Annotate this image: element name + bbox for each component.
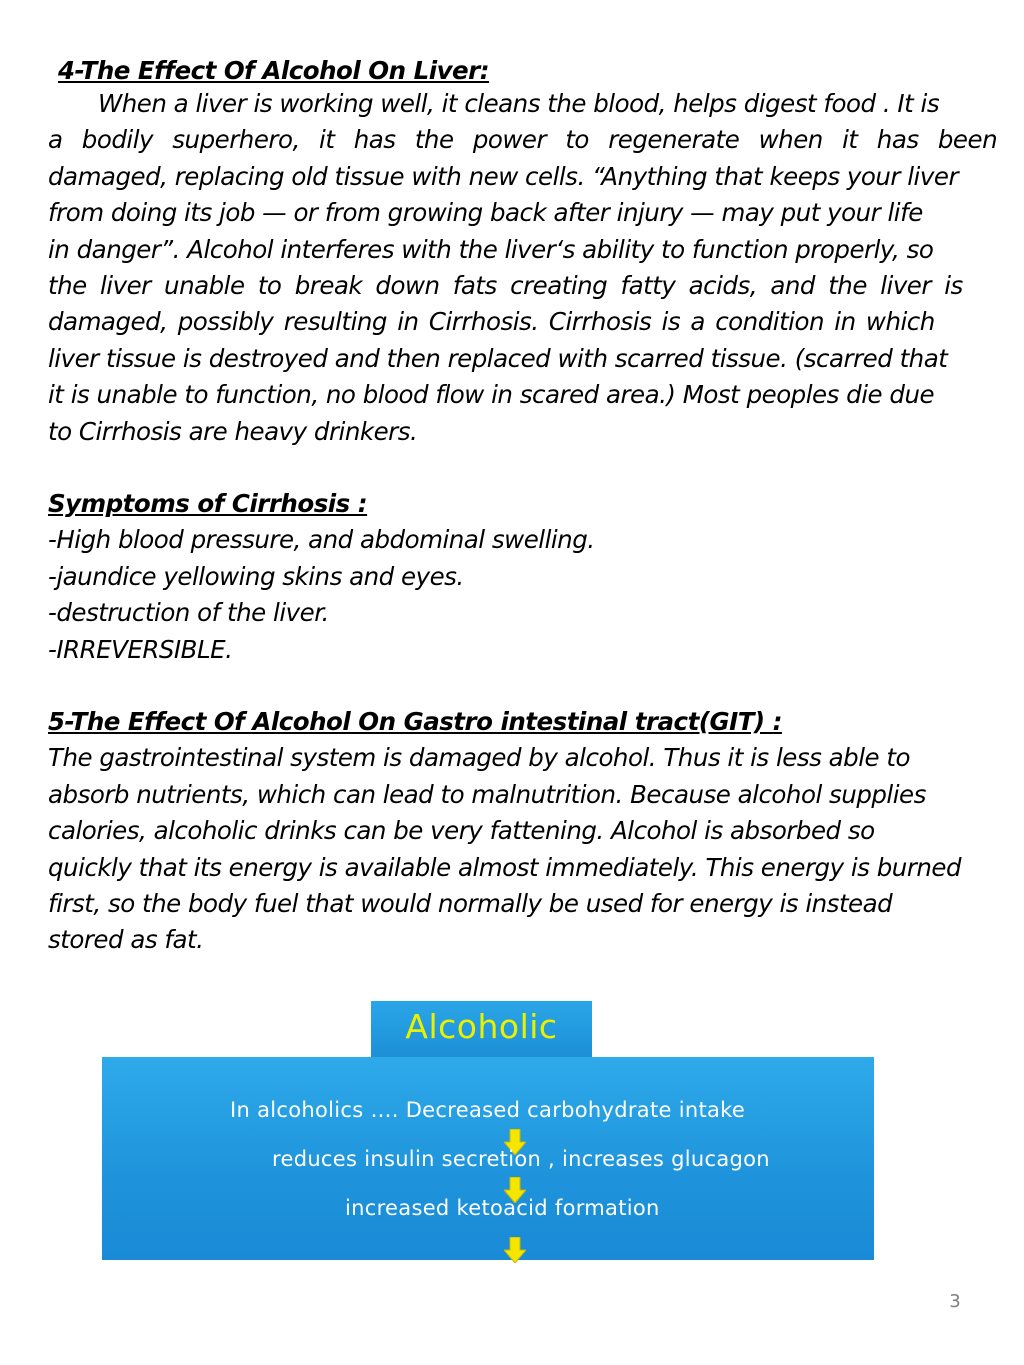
paragraph-line: a bodily superhero, it has the power to regenerate when it has been	[48, 125, 998, 155]
paragraph-line: When a liver is working well, it cleans the blood, helps digest food . It is	[98, 89, 940, 118]
symptom-item: -destruction of the liver.	[48, 598, 329, 628]
paragraph-line: calories, alcoholic drinks can be very fattening. Alcohol is absorbed so	[48, 816, 875, 846]
paragraph-line: quickly that its energy is available almost immediately. This energy is burned	[48, 852, 962, 882]
section-4-paragraph	[48, 86, 998, 450]
flow-step-3: increased ketoacid formation	[345, 1196, 660, 1220]
paragraph-line: damaged, replacing old tissue with new cells. “Anything that keeps your liver	[48, 161, 959, 191]
paragraph-line: to Cirrhosis are heavy drinkers.	[48, 416, 418, 446]
paragraph-line: the liver unable to break down fats creating fatty acids, and the liver is	[48, 271, 963, 301]
paragraph-line: stored as fat.	[48, 925, 204, 955]
symptom-item: -IRREVERSIBLE.	[48, 634, 233, 664]
section-5-heading: 5-The Effect Of Alcohol On Gastro intestinal tract(GIT) :	[48, 707, 782, 736]
down-arrow-icon	[504, 1237, 526, 1263]
figure-title: Alcoholic	[405, 1007, 558, 1046]
symptom-item: -High blood pressure, and abdominal swelling.	[48, 525, 595, 555]
symptoms-heading: Symptoms of Cirrhosis :	[48, 489, 368, 518]
section-4-heading: 4-The Effect Of Alcohol On Liver:	[58, 56, 490, 85]
paragraph-line: it is unable to function, no blood flow in scared area.) Most peoples die due	[48, 380, 935, 410]
flow-step-2: reduces insulin secretion , increases glucagon	[272, 1147, 770, 1171]
page-number: 3	[949, 1291, 961, 1312]
alcoholic-flow-figure	[102, 1057, 874, 1260]
paragraph-line: absorb nutrients, which can lead to malnutrition. Because alcohol supplies	[48, 779, 926, 809]
paragraph-line: from doing its job — or from growing back after injury — may put your life	[48, 198, 923, 228]
figure-title-tab	[371, 1001, 592, 1057]
symptom-item: -jaundice yellowing skins and eyes.	[48, 561, 464, 591]
paragraph-line: damaged, possibly resulting in Cirrhosis. Cirrhosis is a condition in which	[48, 307, 935, 337]
flow-step-1: In alcoholics …. Decreased carbohydrate intake	[230, 1098, 746, 1122]
paragraph-line: The gastrointestinal system is damaged by alcohol. Thus it is less able to	[48, 743, 910, 773]
paragraph-line: liver tissue is destroyed and then replaced with scarred tissue. (scarred that	[48, 343, 948, 373]
paragraph-line: in danger”. Alcohol interferes with the liver‘s ability to function properly, so	[48, 234, 934, 264]
paragraph-line: first, so the body fuel that would normally be used for energy is instead	[48, 889, 893, 919]
symptoms-section	[48, 486, 988, 668]
section-5	[48, 704, 988, 959]
